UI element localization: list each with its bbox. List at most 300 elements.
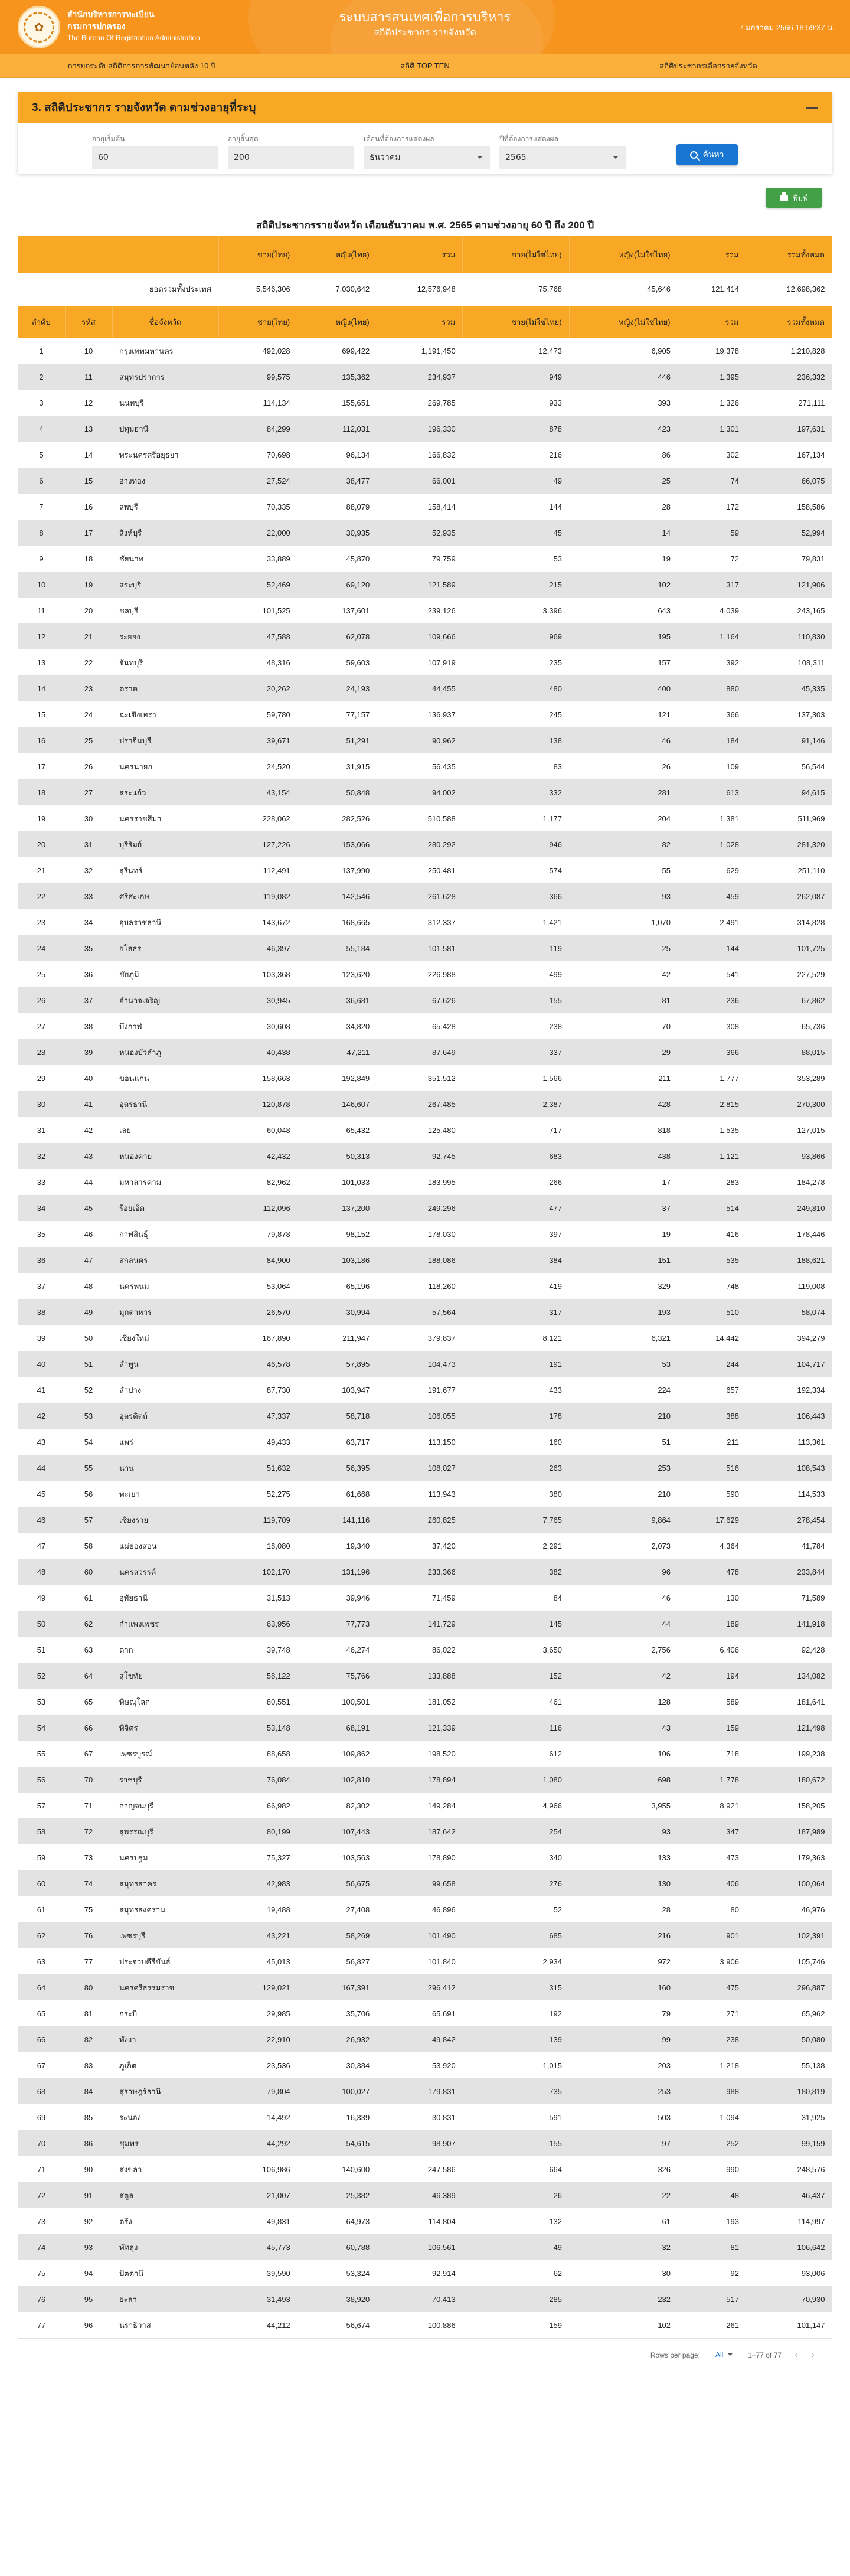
table-cell: 247,586: [377, 2156, 462, 2182]
table-cell: 73: [18, 2208, 65, 2234]
nav-item-top-ten[interactable]: สถิติ TOP TEN: [400, 61, 450, 70]
table-cell: 21: [18, 857, 65, 883]
table-cell: 74: [18, 2234, 65, 2260]
table-cell: พระนครศรีอยุธยา: [112, 442, 218, 468]
table-cell: 233,366: [377, 1559, 462, 1585]
table-cell: 70,930: [746, 2286, 832, 2312]
table-cell: 114,804: [377, 2208, 462, 2234]
table-cell: 459: [678, 883, 746, 909]
table-cell: 187,989: [746, 1818, 832, 1844]
table-cell: 249,810: [746, 1195, 832, 1221]
table-cell: 68: [18, 2078, 65, 2104]
table-cell: เพชรบูรณ์: [112, 1741, 218, 1767]
table-cell: 127,226: [218, 831, 298, 857]
table-cell: 143,672: [218, 909, 298, 935]
table-row: [18, 909, 832, 935]
col-header-female-nonthai[interactable]: หญิง(ไม่ใช่ไทย): [569, 306, 678, 338]
summary-header-cell: หญิง(ไม่ใช่ไทย): [569, 236, 678, 273]
summary-header-cell: ชาย(ไทย): [218, 236, 298, 273]
table-cell: 36: [18, 1247, 65, 1273]
total-cell: 75,768: [463, 273, 569, 306]
table-cell: 24: [65, 701, 112, 727]
col-header-male-nonthai[interactable]: ชาย(ไม่ใช่ไทย): [463, 306, 569, 338]
table-cell: พังงา: [112, 2026, 218, 2052]
table-cell: 933: [463, 390, 569, 416]
table-cell: 31,925: [746, 2104, 832, 2130]
table-cell: 74: [678, 468, 746, 494]
table-cell: 271: [678, 2000, 746, 2026]
table-cell: 475: [678, 1974, 746, 2000]
table-cell: 44: [569, 1611, 678, 1637]
table-cell: 123,620: [298, 961, 377, 987]
table-cell: 1,326: [678, 390, 746, 416]
table-row: [18, 961, 832, 987]
table-cell: 276: [463, 1870, 569, 1896]
table-cell: 19,378: [678, 338, 746, 364]
table-cell: 66,001: [377, 468, 462, 494]
table-cell: 388: [678, 1403, 746, 1429]
table-cell: 227,529: [746, 961, 832, 987]
table-cell: ระยอง: [112, 623, 218, 649]
nav-item-10-year-stats[interactable]: การยกระดับสถิติการการพัฒนาย้อนหลัง 10 ปี: [67, 61, 216, 70]
table-cell: 266: [463, 1169, 569, 1195]
table-cell: ยะลา: [112, 2286, 218, 2312]
table-cell: 57,564: [377, 1299, 462, 1325]
table-cell: 47: [65, 1247, 112, 1273]
table-cell: 102,810: [298, 1767, 377, 1793]
table-cell: 280,292: [377, 831, 462, 857]
table-cell: 61: [65, 1585, 112, 1611]
table-cell: 25: [18, 961, 65, 987]
table-cell: พัทลุง: [112, 2234, 218, 2260]
country-total-row: [18, 273, 832, 306]
table-cell: 699,422: [298, 338, 377, 364]
table-cell: 59: [18, 1844, 65, 1870]
table-cell: 159: [678, 1715, 746, 1741]
table-cell: 685: [463, 1922, 569, 1948]
table-cell: 1,015: [463, 2052, 569, 2078]
table-cell: 351,512: [377, 1065, 462, 1091]
table-cell: 140,600: [298, 2156, 377, 2182]
table-cell: 114,997: [746, 2208, 832, 2234]
col-header-total-nonthai[interactable]: รวม: [678, 306, 746, 338]
table-cell: 22: [18, 883, 65, 909]
table-cell: 37: [65, 987, 112, 1013]
table-cell: 21: [65, 623, 112, 649]
table-cell: 112,491: [218, 857, 298, 883]
table-cell: 26,932: [298, 2026, 377, 2052]
table-cell: 49,842: [377, 2026, 462, 2052]
table-cell: 81: [678, 2234, 746, 2260]
table-row: [18, 1922, 832, 1948]
table-cell: 16,339: [298, 2104, 377, 2130]
table-row: [18, 805, 832, 831]
table-cell: 1,210,828: [746, 338, 832, 364]
table-cell: 36,681: [298, 987, 377, 1013]
table-cell: 50: [65, 1325, 112, 1351]
table-cell: 180,672: [746, 1767, 832, 1793]
table-cell: 65,428: [377, 1013, 462, 1039]
table-cell: 53,064: [218, 1273, 298, 1299]
table-cell: 251,110: [746, 857, 832, 883]
table-cell: 13: [65, 416, 112, 442]
table-row: [18, 2182, 832, 2208]
table-cell: 22: [569, 2182, 678, 2208]
table-cell: 82,962: [218, 1169, 298, 1195]
table-cell: 35,706: [298, 2000, 377, 2026]
table-cell: 296,887: [746, 1974, 832, 2000]
table-cell: 1,421: [463, 909, 569, 935]
table-cell: 969: [463, 623, 569, 649]
table-cell: 22,000: [218, 520, 298, 546]
table-cell: 38: [65, 1013, 112, 1039]
table-cell: 64: [18, 1974, 65, 2000]
table-row: [18, 753, 832, 779]
table-cell: 248,576: [746, 2156, 832, 2182]
table-cell: 52,994: [746, 520, 832, 546]
table-cell: 77,157: [298, 701, 377, 727]
table-cell: 62: [18, 1922, 65, 1948]
table-cell: 55,184: [298, 935, 377, 961]
col-header-order[interactable]: ลำดับ: [18, 306, 65, 338]
table-cell: 93,006: [746, 2260, 832, 2286]
table-cell: 76: [65, 1922, 112, 1948]
table-cell: 613: [678, 779, 746, 805]
table-row: [18, 1533, 832, 1559]
country-total-label: ยอดรวมทั้งประเทศ: [18, 273, 218, 306]
table-cell: 91: [65, 2182, 112, 2208]
table-cell: 50,080: [746, 2026, 832, 2052]
table-cell: 130: [569, 1870, 678, 1896]
table-cell: 25: [65, 727, 112, 753]
table-cell: 121,589: [377, 572, 462, 598]
table-cell: 61,668: [298, 1481, 377, 1507]
table-cell: 516: [678, 1455, 746, 1481]
table-row: [18, 1585, 832, 1611]
column-header-row: [18, 306, 832, 338]
table-cell: ชลบุรี: [112, 598, 218, 623]
table-cell: 192,334: [746, 1377, 832, 1403]
table-cell: 91,146: [746, 727, 832, 753]
table-cell: 138: [463, 727, 569, 753]
table-cell: 260,825: [377, 1507, 462, 1533]
table-cell: 949: [463, 364, 569, 390]
print-button[interactable]: [766, 188, 822, 208]
col-header-code[interactable]: รหัส: [65, 306, 112, 338]
rows-per-page-value: All: [715, 2350, 724, 2359]
table-cell: 43: [18, 1429, 65, 1455]
table-cell: มหาสารคาม: [112, 1169, 218, 1195]
table-cell: 340: [463, 1844, 569, 1870]
table-cell: สุโขทัย: [112, 1663, 218, 1689]
table-cell: ราชบุรี: [112, 1767, 218, 1793]
table-cell: 3,396: [463, 598, 569, 623]
table-cell: 68,191: [298, 1715, 377, 1741]
rows-per-page-select[interactable]: [713, 2349, 735, 2360]
table-cell: 510: [678, 1299, 746, 1325]
table-cell: ศรีสะเกษ: [112, 883, 218, 909]
table-row: [18, 857, 832, 883]
minimize-icon[interactable]: [806, 107, 818, 109]
table-cell: 20,262: [218, 675, 298, 701]
col-header-province[interactable]: ชื่อจังหวัด: [112, 306, 218, 338]
table-cell: 1,164: [678, 623, 746, 649]
table-cell: 7,765: [463, 1507, 569, 1533]
table-cell: 92: [678, 2260, 746, 2286]
table-cell: 52,275: [218, 1481, 298, 1507]
table-cell: 39: [18, 1325, 65, 1351]
table-cell: 59,603: [298, 649, 377, 675]
table-cell: 748: [678, 1273, 746, 1299]
table-cell: 2,815: [678, 1091, 746, 1117]
table-cell: 152: [463, 1663, 569, 1689]
month-select[interactable]: [364, 146, 490, 169]
table-cell: ชัยนาท: [112, 546, 218, 572]
age-to-input[interactable]: 200: [228, 146, 354, 169]
table-cell: 296,412: [377, 1974, 462, 2000]
table-cell: 19: [569, 546, 678, 572]
table-cell: 27: [18, 1013, 65, 1039]
table-cell: 4,039: [678, 598, 746, 623]
table-cell: 100,886: [377, 2312, 462, 2338]
table-cell: 184,278: [746, 1169, 832, 1195]
table-cell: 215: [463, 572, 569, 598]
col-header-total-thai[interactable]: รวม: [377, 306, 462, 338]
table-cell: 988: [678, 2078, 746, 2104]
table-cell: 77,773: [298, 1611, 377, 1637]
table-row: [18, 2000, 832, 2026]
table-cell: เลย: [112, 1117, 218, 1143]
table-cell: 39,946: [298, 1585, 377, 1611]
summary-header-cell: หญิง(ไทย): [298, 236, 377, 273]
table-cell: 13: [18, 649, 65, 675]
table-cell: 93: [65, 2234, 112, 2260]
table-cell: 43: [569, 1715, 678, 1741]
table-cell: 33: [18, 1169, 65, 1195]
table-cell: 66,075: [746, 468, 832, 494]
table-cell: 54,615: [298, 2130, 377, 2156]
total-cell: 12,698,362: [746, 273, 832, 306]
table-cell: 53: [18, 1689, 65, 1715]
table-cell: 160: [463, 1429, 569, 1455]
table-cell: 46,274: [298, 1637, 377, 1663]
table-cell: อุทัยธานี: [112, 1585, 218, 1611]
table-cell: 106,986: [218, 2156, 298, 2182]
table-cell: 880: [678, 675, 746, 701]
table-cell: 90: [65, 2156, 112, 2182]
table-cell: 133,888: [377, 1663, 462, 1689]
table-cell: 643: [569, 598, 678, 623]
table-cell: 2,491: [678, 909, 746, 935]
table-cell: 46: [569, 727, 678, 753]
top-header: [0, 0, 850, 54]
table-cell: 95: [65, 2286, 112, 2312]
table-cell: 30: [18, 1091, 65, 1117]
table-cell: 113,150: [377, 1429, 462, 1455]
table-cell: อุดรธานี: [112, 1091, 218, 1117]
population-table: [18, 236, 832, 2338]
table-cell: 326: [569, 2156, 678, 2182]
table-cell: 308: [678, 1013, 746, 1039]
table-cell: 41: [65, 1091, 112, 1117]
table-cell: 245: [463, 701, 569, 727]
table-cell: 55: [569, 857, 678, 883]
print-button-label: พิมพ์: [793, 193, 808, 203]
table-cell: 1: [18, 338, 65, 364]
table-cell: 121: [569, 701, 678, 727]
table-cell: 32: [18, 1143, 65, 1169]
table-cell: 278,454: [746, 1507, 832, 1533]
table-cell: 70: [18, 2130, 65, 2156]
table-row: [18, 1793, 832, 1818]
table-cell: 46,397: [218, 935, 298, 961]
chevron-right-icon[interactable]: ›: [811, 2349, 815, 2360]
table-cell: 56,395: [298, 1455, 377, 1481]
table-cell: 31,493: [218, 2286, 298, 2312]
table-cell: 46,896: [377, 1896, 462, 1922]
table-cell: นนทบุรี: [112, 390, 218, 416]
table-cell: 53,324: [298, 2260, 377, 2286]
chevron-down-icon: [613, 156, 619, 159]
table-cell: 158,586: [746, 494, 832, 520]
table-cell: 499: [463, 961, 569, 987]
table-cell: สุรินทร์: [112, 857, 218, 883]
summary-header-cell: รวม: [678, 236, 746, 273]
table-cell: 70,698: [218, 442, 298, 468]
table-cell: 45: [18, 1481, 65, 1507]
table-cell: 65,736: [746, 1013, 832, 1039]
table-cell: 70,413: [377, 2286, 462, 2312]
table-cell: 130: [678, 1585, 746, 1611]
table-cell: 107,443: [298, 1818, 377, 1844]
table-cell: หนองคาย: [112, 1143, 218, 1169]
table-cell: 3: [18, 390, 65, 416]
table-cell: 347: [678, 1818, 746, 1844]
table-cell: 269,785: [377, 390, 462, 416]
table-cell: 41: [18, 1377, 65, 1403]
table-cell: 30,994: [298, 1299, 377, 1325]
age-from-input[interactable]: 60: [92, 146, 218, 169]
table-cell: 108,311: [746, 649, 832, 675]
table-row: [18, 1818, 832, 1844]
table-cell: 366: [678, 1039, 746, 1065]
table-cell: 105,746: [746, 1948, 832, 1974]
table-cell: 7: [18, 494, 65, 520]
table-cell: 45,335: [746, 675, 832, 701]
table-cell: 503: [569, 2104, 678, 2130]
search-icon: [690, 151, 698, 159]
col-header-male-thai[interactable]: ชาย(ไทย): [218, 306, 298, 338]
table-row: [18, 364, 832, 390]
table-cell: 26: [65, 753, 112, 779]
chevron-left-icon[interactable]: ‹: [795, 2349, 798, 2360]
table-cell: แม่ฮ่องสอน: [112, 1533, 218, 1559]
table-cell: 83: [65, 2052, 112, 2078]
table-cell: 34: [18, 1195, 65, 1221]
table-cell: 103,563: [298, 1844, 377, 1870]
table-cell: 31,915: [298, 753, 377, 779]
table-cell: 282,526: [298, 805, 377, 831]
table-row: [18, 1351, 832, 1377]
table-cell: 8,121: [463, 1325, 569, 1351]
table-cell: 14: [569, 520, 678, 546]
table-cell: 50,313: [298, 1143, 377, 1169]
col-header-grand-total[interactable]: รวมทั้งหมด: [746, 306, 832, 338]
table-cell: 211: [569, 1065, 678, 1091]
table-cell: นครศรีธรรมราช: [112, 1974, 218, 2000]
table-cell: 1,028: [678, 831, 746, 857]
table-cell: 19: [569, 1221, 678, 1247]
table-cell: 28: [18, 1039, 65, 1065]
col-header-female-thai[interactable]: หญิง(ไทย): [298, 306, 377, 338]
table-cell: 235: [463, 649, 569, 675]
year-select[interactable]: [499, 146, 626, 169]
table-cell: 39,590: [218, 2260, 298, 2286]
table-cell: 135,362: [298, 364, 377, 390]
org-name-line1: สำนักบริหารการทะเบียน: [67, 9, 155, 19]
search-button[interactable]: [676, 144, 738, 165]
table-cell: 49: [463, 2234, 569, 2260]
table-cell: สุพรรณบุรี: [112, 1818, 218, 1844]
table-cell: 3,650: [463, 1637, 569, 1663]
table-cell: 141,918: [746, 1611, 832, 1637]
table-cell: 160: [569, 1974, 678, 2000]
table-row: [18, 2130, 832, 2156]
table-cell: 233,844: [746, 1559, 832, 1585]
table-cell: 88,015: [746, 1039, 832, 1065]
nav-item-province-stats[interactable]: สถิติประชากรเลือกรายจังหวัด: [659, 61, 757, 70]
table-cell: 108,543: [746, 1455, 832, 1481]
table-cell: 188,621: [746, 1247, 832, 1273]
table-cell: ลำปาง: [112, 1377, 218, 1403]
table-cell: 35: [65, 935, 112, 961]
table-cell: 211: [678, 1429, 746, 1455]
table-cell: 39,748: [218, 1637, 298, 1663]
table-cell: ภูเก็ต: [112, 2052, 218, 2078]
table-cell: 108,027: [377, 1455, 462, 1481]
table-cell: 22,910: [218, 2026, 298, 2052]
table-row: [18, 701, 832, 727]
table-cell: 51,291: [298, 727, 377, 753]
current-datetime: 7 มกราคม 2566 18:59:37 น.: [739, 23, 835, 32]
table-cell: 366: [463, 883, 569, 909]
table-cell: ประจวบคีรีขันธ์: [112, 1948, 218, 1974]
table-cell: 1,777: [678, 1065, 746, 1091]
table-cell: 517: [678, 2286, 746, 2312]
filter-panel: [18, 92, 832, 174]
table-cell: 46,389: [377, 2182, 462, 2208]
table-cell: สมุทรสาคร: [112, 1870, 218, 1896]
table-row: [18, 1143, 832, 1169]
age-from-field: [92, 133, 218, 169]
table-cell: 82,302: [298, 1793, 377, 1818]
table-cell: 317: [678, 572, 746, 598]
table-cell: 92,428: [746, 1637, 832, 1663]
table-cell: 70,335: [218, 494, 298, 520]
table-cell: 67,862: [746, 987, 832, 1013]
table-cell: 66: [18, 2026, 65, 2052]
table-cell: กาญจนบุรี: [112, 1793, 218, 1818]
table-cell: 179,363: [746, 1844, 832, 1870]
table-cell: 82: [569, 831, 678, 857]
table-cell: 394,279: [746, 1325, 832, 1351]
table-row: [18, 2286, 832, 2312]
table-cell: 56,827: [298, 1948, 377, 1974]
table-row: [18, 2312, 832, 2338]
table-cell: 103,947: [298, 1377, 377, 1403]
table-row: [18, 1715, 832, 1741]
table-cell: 159: [463, 2312, 569, 2338]
